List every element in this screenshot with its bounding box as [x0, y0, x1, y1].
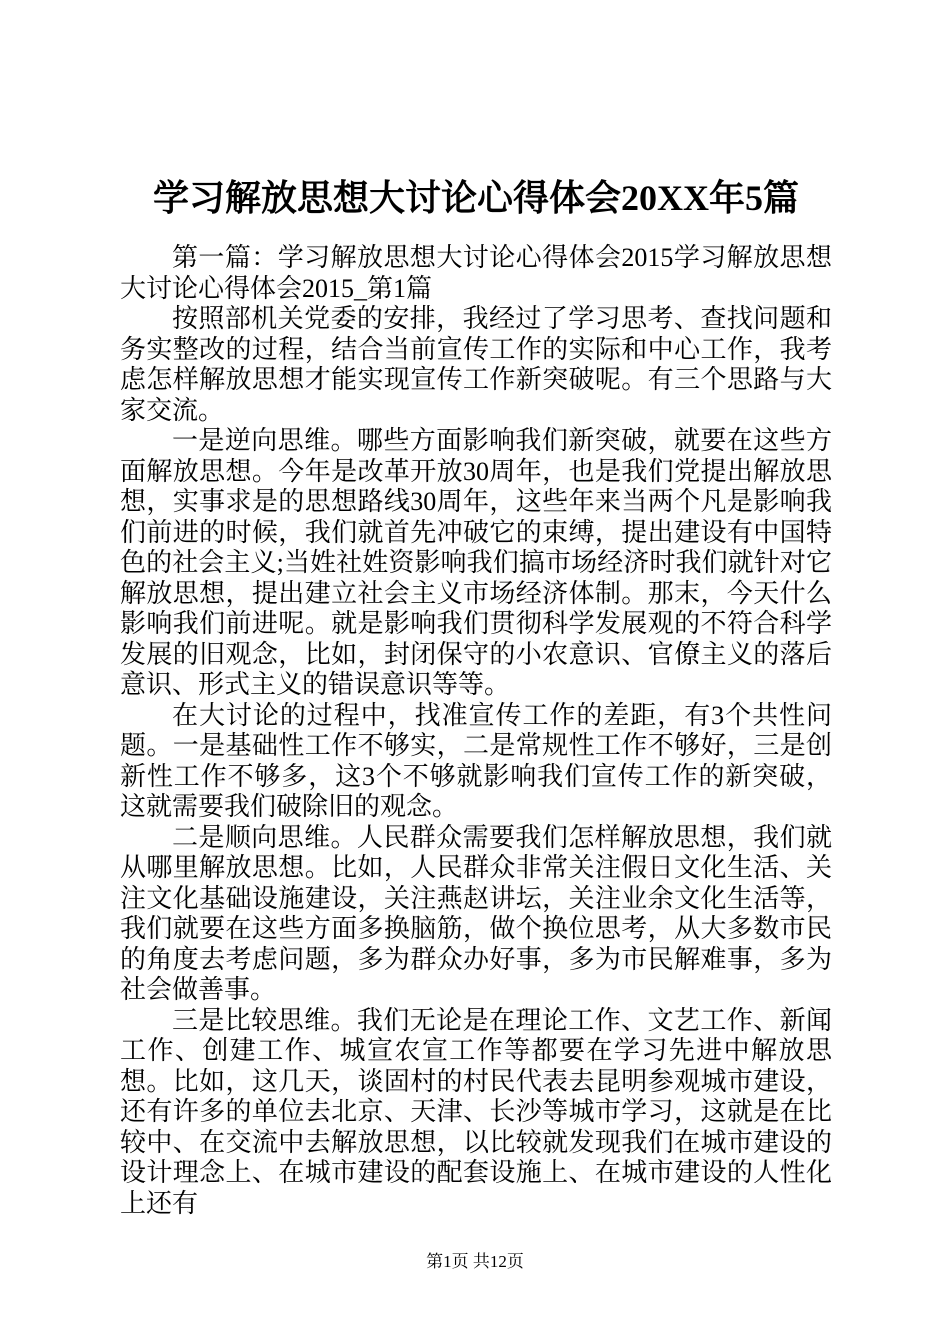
paragraph: 二是顺向思维。人民群众需要我们怎样解放思想，我们就从哪里解放思想。比如，人民群众非常关注假日文化生活、关注文化基础设施建设，关注燕赵讲坛，关注业余文化生活等，我们就要在这些方面多换脑筋，做个换位思考，从大多数市民的角度去考虑问题，多为群众办好事，多为市民解难事，多为社会做善事。 — [120, 822, 832, 1004]
paragraph: 三是比较思维。我们无论是在理论工作、文艺工作、新闻工作、创建工作、城宣农宣工作等都要在学习先进中解放思想。比如，这几天，谈固村的村民代表去昆明参观城市建设，还有许多的单位去北京、天津、长沙等城市学习，这就是在比较中、在交流中去解放思想，以比较就发现我们在城市建设的设计理念上、在城市建设的配套设施上、在城市建设的人性化上还有 — [120, 1005, 832, 1218]
paragraph: 第一篇：学习解放思想大讨论心得体会2015学习解放思想大讨论心得体会2015_第1篇 — [120, 243, 832, 303]
document-content — [120, 176, 832, 1219]
paragraph: 在大讨论的过程中，找准宣传工作的差距，有3个共性问题。一是基础性工作不够实，二是常规性工作不够好，三是创新性工作不够多，这3个不够就影响我们宣传工作的新突破，这就需要我们破除旧的观念。 — [120, 700, 832, 821]
paragraph: 按照部机关党委的安排，我经过了学习思考、查找问题和务实整改的过程，结合当前宣传工作的实际和中心工作，我考虑怎样解放思想才能实现宣传工作新突破呢。有三个思路与大家交流。 — [120, 304, 832, 425]
page-footer — [0, 1247, 950, 1272]
document-title: 学习解放思想大讨论心得体会20XX年5篇 — [153, 178, 799, 218]
paragraph: 一是逆向思维。哪些方面影响我们新突破，就要在这些方面解放思想。今年是改革开放30周年，也是我们党提出解放思想，实事求是的思想路线30周年，这些年来当两个凡是影响我们前进的时候，我们就首先冲破它的束缚，提出建设有中国特色的社会主义;当姓社姓资影响我们搞市场经济时我们就针对它解放思想，提出建立社会主义市场经济体制。那末，今天什么影响我们前进呢。就是影响我们贯彻科学发展观的不符合科学发展的旧观念，比如，封闭保守的小农意识、官僚主义的落后意识、形式主义的错误意识等等。 — [120, 426, 832, 699]
page-number-text: 第1页 共12页 — [426, 1252, 524, 1271]
